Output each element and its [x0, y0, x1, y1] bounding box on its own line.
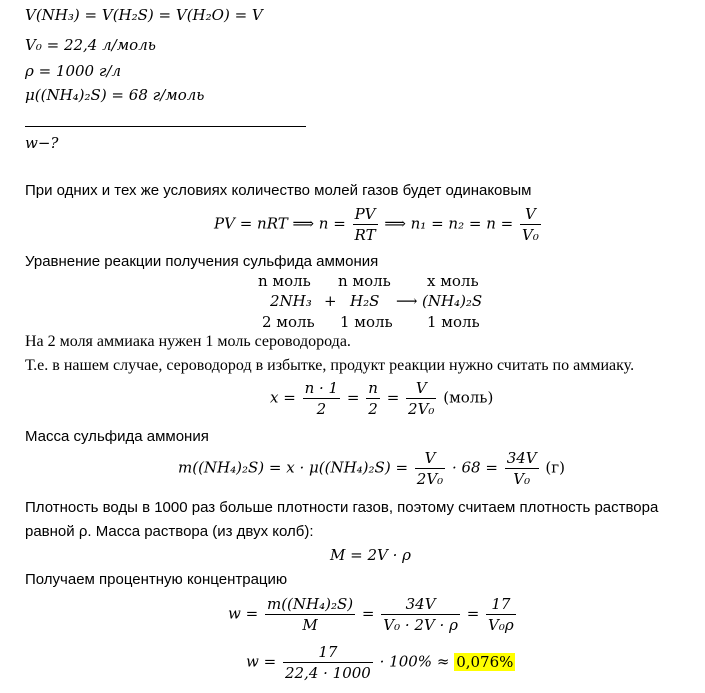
eq3-mid: · 68 =: [451, 458, 498, 477]
equation-solution-mass: M = 2V · ρ: [330, 546, 411, 564]
eq2-equals-2: =: [386, 388, 400, 407]
eq2-fraction-2: [366, 378, 380, 419]
eq5-f2-den: V₀ · 2V · ρ: [383, 616, 458, 634]
eq1-fraction-2: [520, 204, 541, 245]
eq3-f2-num: 34V: [506, 449, 537, 467]
text-mass-title: Масса сульфида аммония: [25, 428, 209, 445]
eq3-fraction-2: [505, 448, 539, 489]
eq2-f1-den: 2: [316, 400, 327, 418]
eq3-f2-den: V₀: [513, 470, 531, 488]
eq2-equals-1: =: [346, 388, 360, 407]
eq3-lhs: m((NH₄)₂S) = x · μ((NH₄)₂S) =: [178, 458, 409, 477]
eq2-f3-den: 2V₀: [408, 400, 435, 418]
reaction-reagent-1: 2NH₃: [270, 292, 312, 310]
reaction-plus: +: [324, 292, 337, 310]
eq5-fraction-1: [265, 594, 355, 635]
eq2-f2-num: n: [368, 379, 378, 397]
equation-mass: [178, 448, 565, 489]
eq2-f1-num: n · 1: [304, 379, 339, 397]
eq5-f2-num: 34V: [381, 594, 460, 615]
given-line-3: ρ = 1000 г/л: [25, 62, 122, 80]
reaction-bottom-2: 1 моль: [340, 313, 393, 331]
eq1-f2-num: V: [520, 204, 541, 225]
eq2-unit: (моль): [443, 388, 494, 407]
eq5-f3-den: V₀ρ: [488, 616, 514, 634]
eq1-fraction-1: [353, 204, 378, 245]
eq1-f2-den: V₀: [521, 226, 539, 244]
eq2-f3-num: V: [406, 378, 436, 399]
reaction-arrow: ⟶: [396, 292, 418, 310]
eq5-f1-num: m((NH₄)₂S): [266, 595, 354, 613]
eq1-f1-num: PV: [353, 204, 378, 225]
reaction-top-1: n моль: [258, 272, 311, 290]
given-divider: [25, 126, 306, 127]
text-conditions: При одних и тех же условиях количество молей газов будет одинаковым: [25, 182, 532, 199]
reaction-reagent-2: H₂S: [350, 292, 380, 310]
find-line: w−?: [25, 134, 59, 152]
eq1-mid: ⟹ n₁ = n₂ = n =: [384, 214, 514, 233]
eq5-fraction-2: [381, 594, 460, 635]
text-excess: Т.е. в нашем случае, сероводород в избытке, продукт реакции нужно считать по аммиаку.: [25, 357, 635, 374]
eq2-fraction-3: [406, 378, 436, 419]
equation-ideal-gas: [214, 204, 543, 245]
equation-w-numeric: [246, 642, 515, 683]
reaction-top-2: n моль: [338, 272, 391, 290]
reaction-product: (NH₄)₂S: [422, 292, 483, 310]
eq3-fraction-1: [415, 448, 445, 489]
answer-highlight: 0,076%: [456, 652, 514, 671]
text-concentration-title: Получаем процентную концентрацию: [25, 571, 288, 588]
eq1-lhs: PV = nRT ⟹ n =: [214, 214, 346, 233]
reaction-bottom-1: 2 моль: [262, 313, 315, 331]
eq5-equals-2: =: [466, 604, 480, 623]
eq1-f1-den: RT: [354, 226, 376, 244]
eq6-f-num: 17: [283, 642, 373, 663]
eq2-lhs: x =: [270, 388, 296, 407]
eq6-lhs: w =: [246, 652, 277, 671]
eq2-fraction-1: [303, 378, 341, 419]
eq2-f2-den: 2: [368, 400, 378, 418]
reaction-bottom-3: 1 моль: [427, 313, 480, 331]
eq6-f-den: 22,4 · 1000: [284, 664, 371, 682]
eq3-f1-den: 2V₀: [416, 470, 444, 488]
given-line-2: V₀ = 22,4 л/моль: [25, 36, 156, 54]
eq5-f3-num: 17: [486, 594, 516, 615]
eq5-equals-1: =: [361, 604, 375, 623]
equation-x: [270, 378, 493, 419]
given-line-1: V(NH₃) = V(H₂S) = V(H₂O) = V: [25, 6, 263, 24]
eq3-f1-num: V: [415, 448, 445, 469]
eq5-lhs: w =: [228, 604, 259, 623]
text-ratio: На 2 моля аммиака нужен 1 моль сероводорода.: [25, 333, 351, 350]
text-reaction-title: Уравнение реакции получения сульфида аммония: [25, 253, 379, 270]
reaction-top-3: x моль: [427, 272, 479, 290]
eq6-fraction: [283, 642, 373, 683]
text-density-1: Плотность воды в 1000 раз больше плотности газов, поэтому считаем плотность раствора: [25, 499, 659, 516]
equation-w-symbolic: [228, 594, 518, 635]
text-density-2: равной ρ. Масса раствора (из двух колб):: [25, 523, 314, 540]
eq6-mid: · 100% ≈: [379, 652, 450, 671]
eq5-fraction-3: [486, 594, 516, 635]
given-line-4: μ((NH₄)₂S) = 68 г/моль: [25, 86, 205, 104]
eq3-unit: (г): [545, 458, 565, 477]
eq5-f1-den: M: [302, 616, 318, 634]
